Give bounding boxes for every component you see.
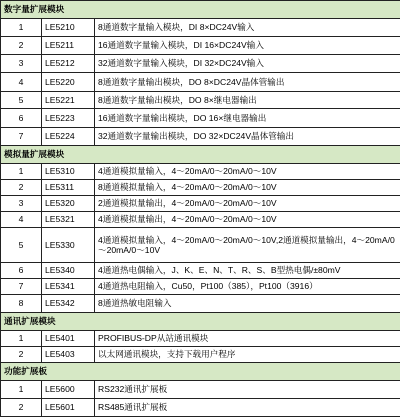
row-number: 4 (1, 73, 42, 92)
model-description: 16通道数字量输入模块，DI 16×DC24V输入 (95, 37, 400, 55)
model-code: LE5600 (42, 381, 95, 399)
row-number: 1 (1, 164, 42, 180)
model-code: LE5341 (42, 279, 95, 295)
model-code: LE5224 (42, 128, 95, 146)
row-number: 8 (1, 295, 42, 313)
section-title: 模拟量扩展模块 (1, 146, 400, 164)
row-number: 2 (1, 37, 42, 55)
table-row (1, 92, 400, 109)
table-row (1, 73, 400, 92)
row-number: 7 (1, 279, 42, 295)
model-code: LE5212 (42, 55, 95, 73)
model-code: LE5210 (42, 19, 95, 37)
row-number: 1 (1, 381, 42, 399)
row-number: 4 (1, 212, 42, 228)
spec-table-body (1, 1, 400, 417)
model-description: 32通道数字量输出模块，DO 32×DC24V晶体管输出 (95, 128, 400, 146)
table-row (1, 399, 400, 417)
model-description: 4通道模拟量输出，4～20mA/0～20mA/0～10V (95, 212, 400, 228)
row-number: 1 (1, 19, 42, 37)
model-description: 8通道热敏电阻输入 (95, 295, 400, 313)
model-description: 8通道数字量输出模块，DO 8×继电器输出 (95, 92, 400, 109)
row-number: 2 (1, 180, 42, 196)
model-code: LE5310 (42, 164, 95, 180)
table-row (1, 109, 400, 128)
section-title: 数字量扩展模块 (1, 1, 400, 19)
model-description: 32通道数字量输入模块，DI 32×DC24V输入 (95, 55, 400, 73)
row-number: 7 (1, 128, 42, 146)
model-description: RS485通讯扩展板 (95, 399, 400, 417)
row-number: 3 (1, 196, 42, 212)
table-row (1, 164, 400, 180)
row-number: 5 (1, 228, 42, 263)
table-row (1, 279, 400, 295)
section-header (1, 1, 400, 19)
table-row (1, 331, 400, 347)
model-description: 4通道模拟量输入，4～20mA/0～20mA/0～10V (95, 164, 400, 180)
table-row (1, 263, 400, 279)
table-row (1, 19, 400, 37)
model-description: RS232通讯扩展板 (95, 381, 400, 399)
model-description: 8通道模拟量输入，4～20mA/0～20mA/0～10V (95, 180, 400, 196)
model-description: 4通道模拟量输入，4～20mA/0～20mA/0～10V,2通道模拟量输出，4～20mA/0～20mA/0～10V (95, 228, 400, 263)
model-description: PROFIBUS-DP从站通讯模块 (95, 331, 400, 347)
model-code: LE5223 (42, 109, 95, 128)
table-row (1, 295, 400, 313)
model-code: LE5403 (42, 347, 95, 363)
model-description: 2通道模拟量输出，4～20mA/0～20mA/0～10V (95, 196, 400, 212)
table-row (1, 212, 400, 228)
model-code: LE5211 (42, 37, 95, 55)
row-number: 6 (1, 109, 42, 128)
model-code: LE5321 (42, 212, 95, 228)
model-code: LE5220 (42, 73, 95, 92)
table-row (1, 180, 400, 196)
section-header (1, 363, 400, 381)
row-number: 2 (1, 399, 42, 417)
model-code: LE5342 (42, 295, 95, 313)
model-code: LE5311 (42, 180, 95, 196)
section-title: 功能扩展板 (1, 363, 400, 381)
row-number: 6 (1, 263, 42, 279)
model-code: LE5340 (42, 263, 95, 279)
table-row (1, 55, 400, 73)
table-row (1, 381, 400, 399)
model-description: 4通道热电偶输入，J、K、E、N、T、R、S、B型热电偶/±80mV (95, 263, 400, 279)
model-description: 16通道数字量输出模块，DO 16×继电器输出 (95, 109, 400, 128)
section-header (1, 313, 400, 331)
table-row (1, 37, 400, 55)
model-code: LE5320 (42, 196, 95, 212)
model-code: LE5601 (42, 399, 95, 417)
model-description: 8通道数字量输出模块，DO 8×DC24V晶体管输出 (95, 73, 400, 92)
section-title: 通讯扩展模块 (1, 313, 400, 331)
row-number: 3 (1, 55, 42, 73)
model-description: 以太网通讯模块，支持下载用户程序 (95, 347, 400, 363)
model-code: LE5221 (42, 92, 95, 109)
table-row (1, 128, 400, 146)
table-row (1, 347, 400, 363)
model-code: LE5330 (42, 228, 95, 263)
row-number: 1 (1, 331, 42, 347)
model-description: 8通道数字量输入模块，DI 8×DC24V输入 (95, 19, 400, 37)
table-row (1, 196, 400, 212)
model-description: 4通道热电阻输入，Cu50，Pt100（385），Pt100（3916） (95, 279, 400, 295)
row-number: 5 (1, 92, 42, 109)
row-number: 2 (1, 347, 42, 363)
section-header (1, 146, 400, 164)
table-row (1, 228, 400, 263)
model-code: LE5401 (42, 331, 95, 347)
